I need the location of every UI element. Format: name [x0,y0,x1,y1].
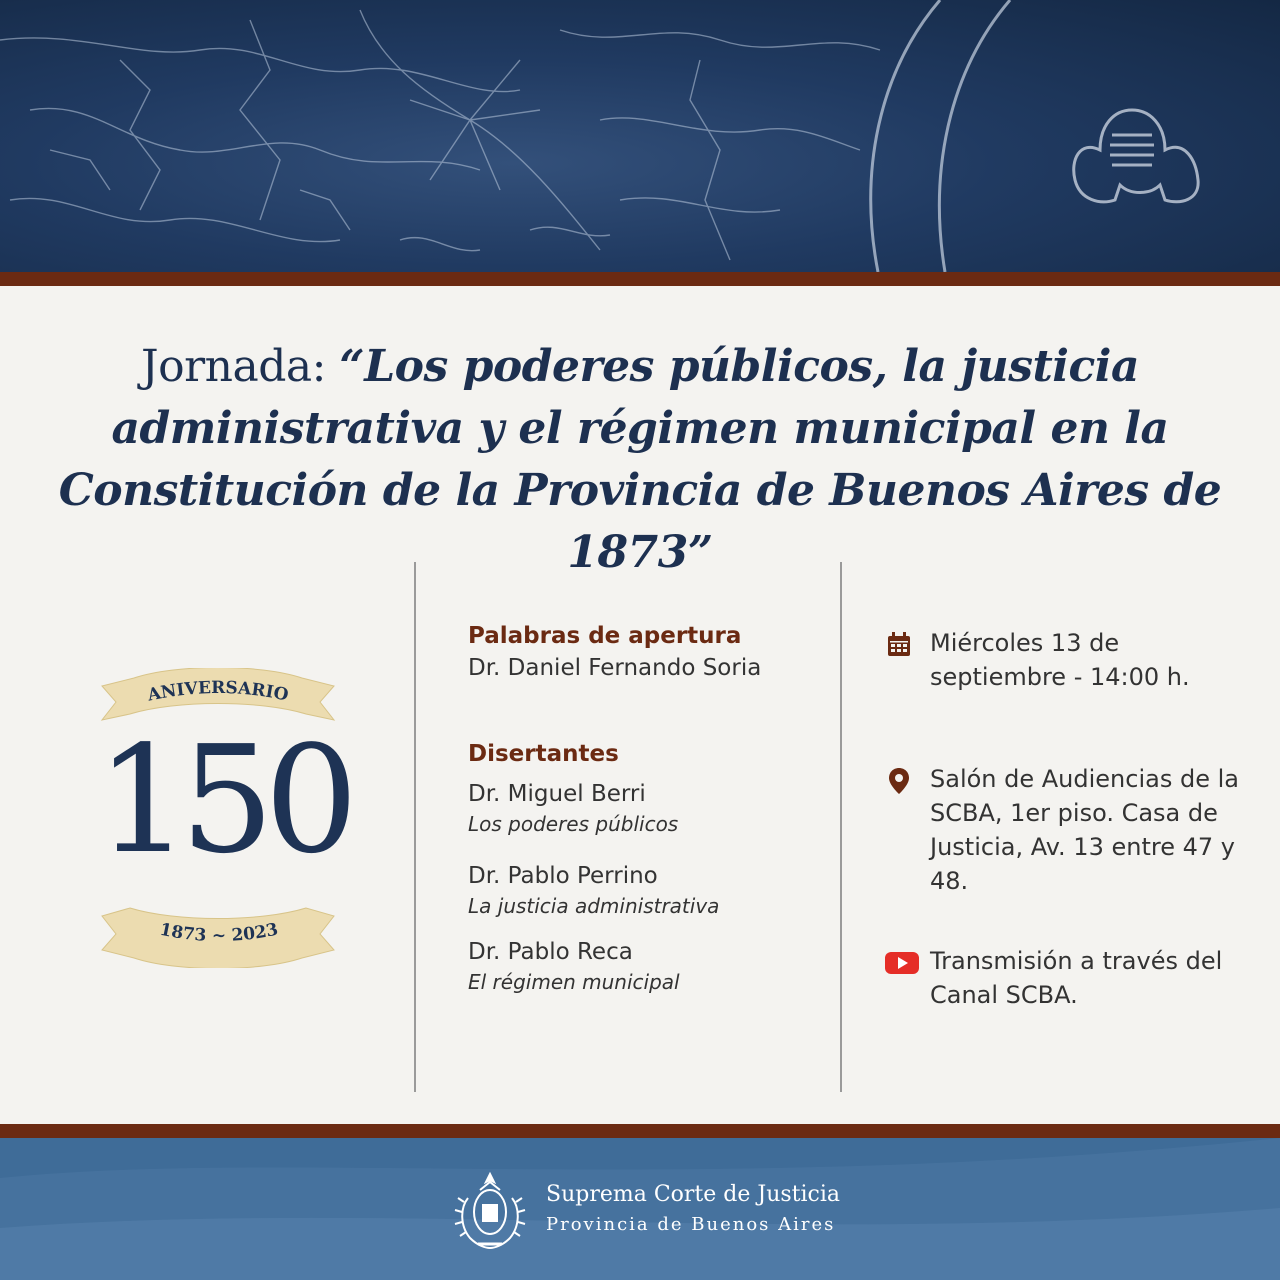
location-pin-icon [884,766,922,796]
column-divider-left [414,562,416,1092]
ribbon-top-text: ANIVERSARIO [145,677,291,706]
speaker-item [468,860,828,920]
event-title [40,336,1240,584]
program-column [468,620,828,996]
map-illustration [0,0,1280,272]
org-province: Provincia de Buenos Aires [546,1214,836,1235]
title-lead: Jornada: [140,341,340,392]
speaker-name: Dr. Pablo Perrino [468,863,658,889]
title-quote: “Los poderes públicos, la justicia administrativa y el régimen municipal en la Constitución de la Provincia de Buenos Aires de 1873” [58,341,1222,578]
speaker-item [468,936,828,996]
calendar-icon [884,630,922,660]
speaker-topic: Los poderes públicos [468,812,679,836]
content-area [0,286,1280,1124]
bottom-divider-band [0,1124,1280,1138]
opening-speaker: Dr. Daniel Fernando Soria [468,655,762,681]
opening-heading: Palabras de apertura [468,623,742,649]
date-text: Miércoles 13 de septiembre - 14:00 h. [930,629,1190,691]
map-banner [0,0,1280,272]
footer [0,1138,1280,1280]
ribbon-bottom-text: 1873 ~ 2023 [158,919,280,947]
youtube-icon [884,948,922,978]
location-text: Salón de Audiencias de la SCBA, 1er piso. Casa de Justicia, Av. 13 entre 47 y 48. [930,765,1239,895]
anniversary-number: 150 [96,714,349,886]
speaker-name: Dr. Pablo Reca [468,939,633,965]
stream-text: Transmisión a través del Canal SCBA. [930,947,1223,1009]
top-divider-band [0,272,1280,286]
column-divider-right [840,562,842,1092]
speaker-topic: El régimen municipal [468,970,680,994]
scba-emblem-outline [1074,110,1198,202]
speaker-name: Dr. Miguel Berri [468,781,646,807]
scba-seal-logo [450,1168,530,1254]
org-name: Suprema Corte de Justicia [546,1182,841,1207]
footer-wave [0,1138,1280,1280]
speaker-topic: La justicia administrativa [468,894,720,918]
speakers-heading: Disertantes [468,741,619,767]
anniversary-badge [96,668,349,968]
speaker-item [468,778,828,838]
